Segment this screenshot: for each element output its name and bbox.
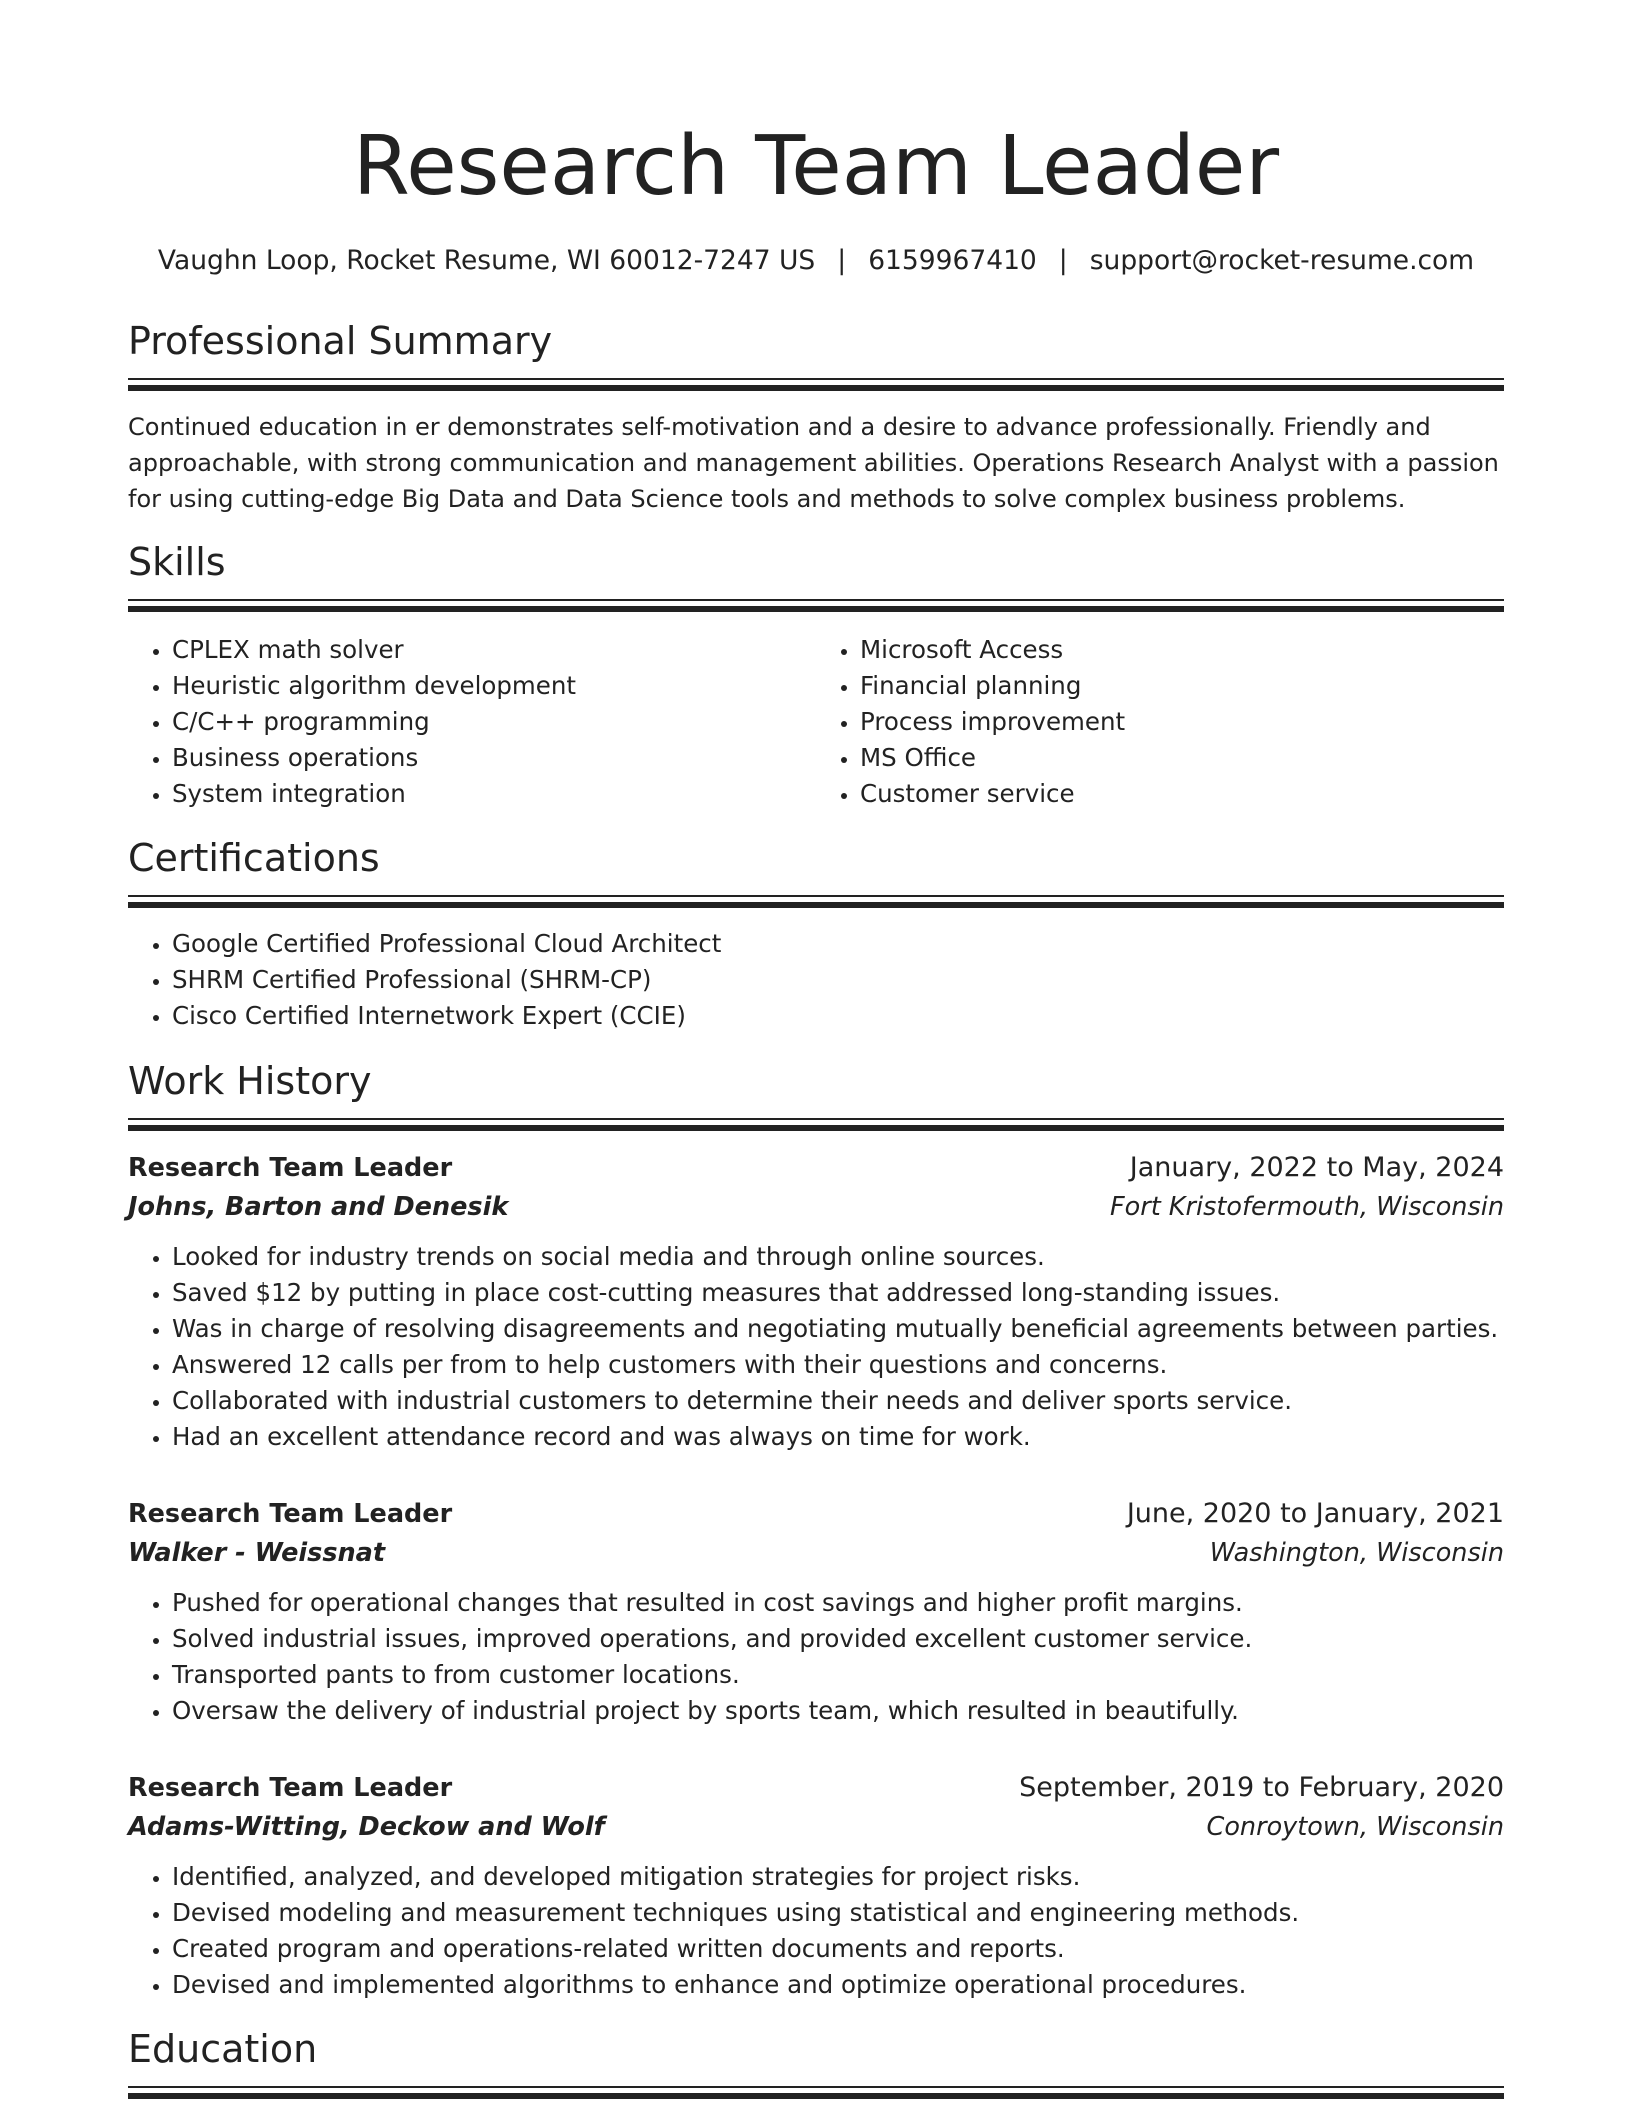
resume-title: Research Team Leader <box>352 119 1280 214</box>
skill-item: • Customer service <box>860 776 1504 812</box>
job-bullet: • Was in charge of resolving disagreements and negotiating mutually beneficial agreements between parties. <box>172 1311 1504 1347</box>
skills-list-left <box>128 632 816 812</box>
job-bullet: • Solved industrial issues, improved operations, and provided excellent customer service. <box>172 1621 1504 1657</box>
job-location: Fort Kristofermouth, Wisconsin <box>1109 1192 1504 1222</box>
certifications-list <box>128 926 1504 1034</box>
job-dates: September, 2019 to February, 2020 <box>1019 1772 1504 1803</box>
certifications-section <box>128 833 1504 1034</box>
job-entry <box>128 1149 1504 1455</box>
section-heading: Education <box>128 2027 318 2071</box>
section-divider <box>128 2086 1504 2095</box>
job-bullets <box>128 1859 1504 2003</box>
job-bullet: • Pushed for operational changes that resulted in cost savings and higher profit margins. <box>172 1585 1504 1621</box>
skills-columns <box>128 632 1504 812</box>
job-bullets <box>128 1239 1504 1455</box>
job-company: Johns, Barton and Denesik <box>128 1192 509 1222</box>
job-title: Research Team Leader <box>128 1773 453 1803</box>
resume-header <box>0 112 1632 278</box>
section-heading: Work History <box>128 1059 372 1103</box>
professional-summary-section <box>128 316 1504 517</box>
certification-item: • Google Certified Professional Cloud Architect <box>172 926 1504 962</box>
section-heading: Certifications <box>128 836 380 880</box>
work-history-section <box>128 1056 1504 2003</box>
job-bullet: • Identified, analyzed, and developed mitigation strategies for project risks. <box>172 1859 1504 1895</box>
section-heading: Professional Summary <box>128 319 553 363</box>
job-bullet: • Looked for industry trends on social media and through online sources. <box>172 1239 1504 1275</box>
job-location: Conroytown, Wisconsin <box>1206 1812 1504 1842</box>
education-section <box>128 2024 1504 2095</box>
job-bullet: • Created program and operations-related written documents and reports. <box>172 1931 1504 1967</box>
skill-item: • Microsoft Access <box>860 632 1504 668</box>
skill-item: • Heuristic algorithm development <box>172 668 816 704</box>
job-bullet: • Answered 12 calls per from to help customers with their questions and concerns. <box>172 1347 1504 1383</box>
skill-item: • MS Office <box>860 740 1504 776</box>
section-divider <box>128 599 1504 608</box>
job-bullet: • Saved $12 by putting in place cost-cutting measures that addressed long-standing issues. <box>172 1275 1504 1311</box>
skill-item: • Financial planning <box>860 668 1504 704</box>
section-divider <box>128 378 1504 387</box>
job-bullet: • Transported pants to from customer locations. <box>172 1657 1504 1693</box>
job-location: Washington, Wisconsin <box>1209 1538 1504 1568</box>
job-dates: June, 2020 to January, 2021 <box>1126 1498 1504 1529</box>
job-company: Adams-Witting, Deckow and Wolf <box>128 1812 605 1842</box>
job-bullet: • Devised and implemented algorithms to enhance and optimize operational procedures. <box>172 1967 1504 2003</box>
skill-item: • CPLEX math solver <box>172 632 816 668</box>
contact-phone: 6159967410 <box>868 245 1037 276</box>
contact-address: Vaughn Loop, Rocket Resume, WI 60012-7247 US <box>157 245 816 276</box>
job-bullet: • Devised modeling and measurement techniques using statistical and engineering methods. <box>172 1895 1504 1931</box>
section-divider <box>128 895 1504 904</box>
skills-list-right <box>816 632 1504 812</box>
summary-text: Continued education in er demonstrates self-motivation and a desire to advance professionally. Friendly and approachable, with strong communication and management abilities. Operations Research Analyst with a passion for using cutting-edge Big Data and Data Science tools and methods to solve complex business problems. <box>128 413 1499 513</box>
job-title: Research Team Leader <box>128 1153 453 1183</box>
skill-item: • Business operations <box>172 740 816 776</box>
skill-item: • System integration <box>172 776 816 812</box>
job-bullets <box>128 1585 1504 1729</box>
job-company: Walker - Weissnat <box>128 1538 386 1568</box>
contact-email: support@rocket-resume.com <box>1089 245 1475 276</box>
certification-item: • Cisco Certified Internetwork Expert (CCIE) <box>172 998 1504 1034</box>
skills-section <box>128 537 1504 812</box>
skill-item: • Process improvement <box>860 704 1504 740</box>
job-bullet: • Had an excellent attendance record and was always on time for work. <box>172 1419 1504 1455</box>
job-bullet: • Oversaw the delivery of industrial project by sports team, which resulted in beautifully. <box>172 1693 1504 1729</box>
job-entry <box>128 1495 1504 1729</box>
contact-separator: | <box>837 245 847 276</box>
skill-item: • C/C++ programming <box>172 704 816 740</box>
job-bullet: • Collaborated with industrial customers to determine their needs and deliver sports service. <box>172 1383 1504 1419</box>
section-divider <box>128 1118 1504 1127</box>
contact-line <box>0 244 1632 278</box>
job-title: Research Team Leader <box>128 1499 453 1529</box>
contact-separator: | <box>1058 245 1068 276</box>
certification-item: • SHRM Certified Professional (SHRM-CP) <box>172 962 1504 998</box>
section-heading: Skills <box>128 540 226 584</box>
job-dates: January, 2022 to May, 2024 <box>1129 1152 1504 1183</box>
job-entry <box>128 1769 1504 2003</box>
